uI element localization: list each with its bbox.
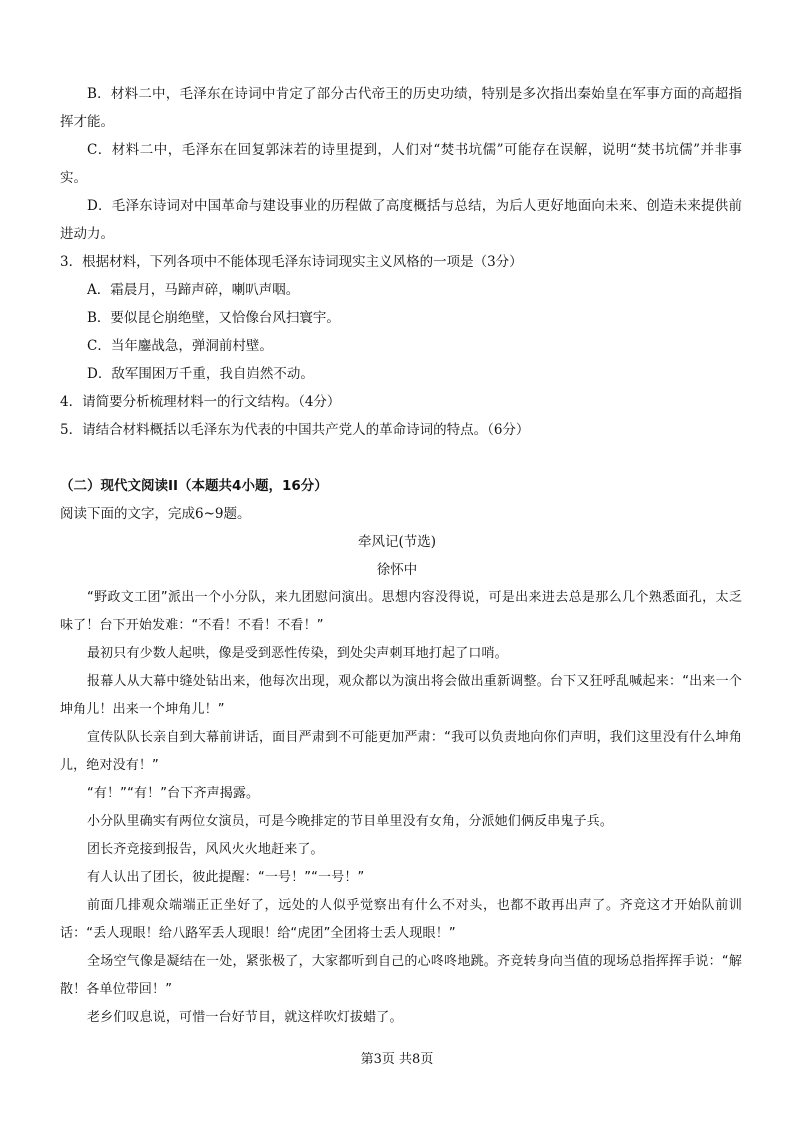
section-instruction: 阅读下面的文字，完成6~9题。	[60, 506, 251, 522]
story-paragraph: 团长齐竞接到报告，风风火火地赶来了。	[87, 842, 324, 857]
question-4: 4．请简要分析梳理材料一的行文结构。（4分）	[60, 394, 341, 410]
question-5: 5．请结合材料概括以毛泽东为代表的中国共产党人的革命诗词的特点。（6分）	[60, 422, 530, 438]
story-paragraph: 前面几排观众端端正正坐好了，远处的人似乎觉察出有什么不对头，也都不敢再出声了。齐竞这才开始队前训话：“丢人现眼！给八路军丢人现眼！给“虎团”全团将士丢人现眼！”	[60, 898, 742, 941]
story-paragraph: 有人认出了团长，彼此提醒：“一号！”“一号！”	[87, 870, 365, 885]
option-2d: D．毛泽东诗词对中国革命与建设事业的历程做了高度概括与总结，为后人更好地面向未来、创造未来提供前进动力。	[60, 198, 742, 242]
story-paragraph: 最初只有少数人起哄，像是受到恶性传染，到处尖声刺耳地打起了口哨。	[87, 646, 508, 661]
page-footer: 第3页 共8页	[360, 1052, 434, 1067]
story-paragraph: 宣传队队长亲自到大幕前讲话，面目严肃到不可能更加严肃：“我可以负责地向你们声明，我们这里没有什么坤角儿，绝对没有！”	[60, 730, 742, 773]
option-3a: A．霜晨月，马蹄声碎，喇叭声咽。	[87, 282, 300, 298]
story-paragraph: 老乡们叹息说，可惜一台好节目，就这样吹灯拔蜡了。	[87, 1010, 403, 1025]
story-paragraph: 小分队里确实有两位女演员，可是今晚排定的节目单里没有女角，分派她们俩反串鬼子兵。	[87, 814, 614, 829]
option-3c: C．当年鏖战急，弹洞前村壁。	[87, 338, 273, 354]
option-3d: D．敌军围困万千重，我自岿然不动。	[87, 366, 314, 382]
story-paragraph: “野政文工团”派出一个小分队，来九团慰问演出。思想内容没得说，可是出来进去总是那么几个熟悉面孔，太乏味了！台下开始发难：“不看！不看！不看！”	[60, 590, 742, 633]
question-3-stem: 3．根据材料，下列各项中不能体现毛泽东诗词现实主义风格的一项是（3分）	[60, 254, 523, 270]
story-paragraph: 全场空气像是凝结在一处，紧张极了，大家都听到自己的心咚咚地跳。齐竞转身向当值的现场总指挥挥手说：“解散！各单位带回！”	[60, 954, 742, 997]
option-2c: C．材料二中，毛泽东在回复郭沫若的诗里提到，人们对“焚书坑儒”可能存在误解，说明“焚书坑儒”并非事实。	[60, 142, 742, 186]
passage-author: 徐怀中	[376, 562, 418, 578]
option-2b: B．材料二中，毛泽东在诗词中肯定了部分古代帝王的历史功绩，特别是多次指出秦始皇在军事方面的高超指挥才能。	[60, 86, 742, 130]
story-paragraph: “有！”“有！”台下齐声揭露。	[87, 786, 260, 801]
section-heading: （二）现代文阅读II（本题共4小题，16分）	[60, 478, 328, 494]
option-3b: B．要似昆仑崩绝壁，又恰像台风扫寰宇。	[87, 310, 340, 326]
story-paragraph: 报幕人从大幕中缝处钻出来，他每次出现，观众都以为演出将会做出重新调整。台下又狂呼乱喊起来：“出来一个坤角儿！出来一个坤角儿！”	[60, 674, 742, 717]
passage-title: 牵风记(节选)	[357, 534, 437, 550]
